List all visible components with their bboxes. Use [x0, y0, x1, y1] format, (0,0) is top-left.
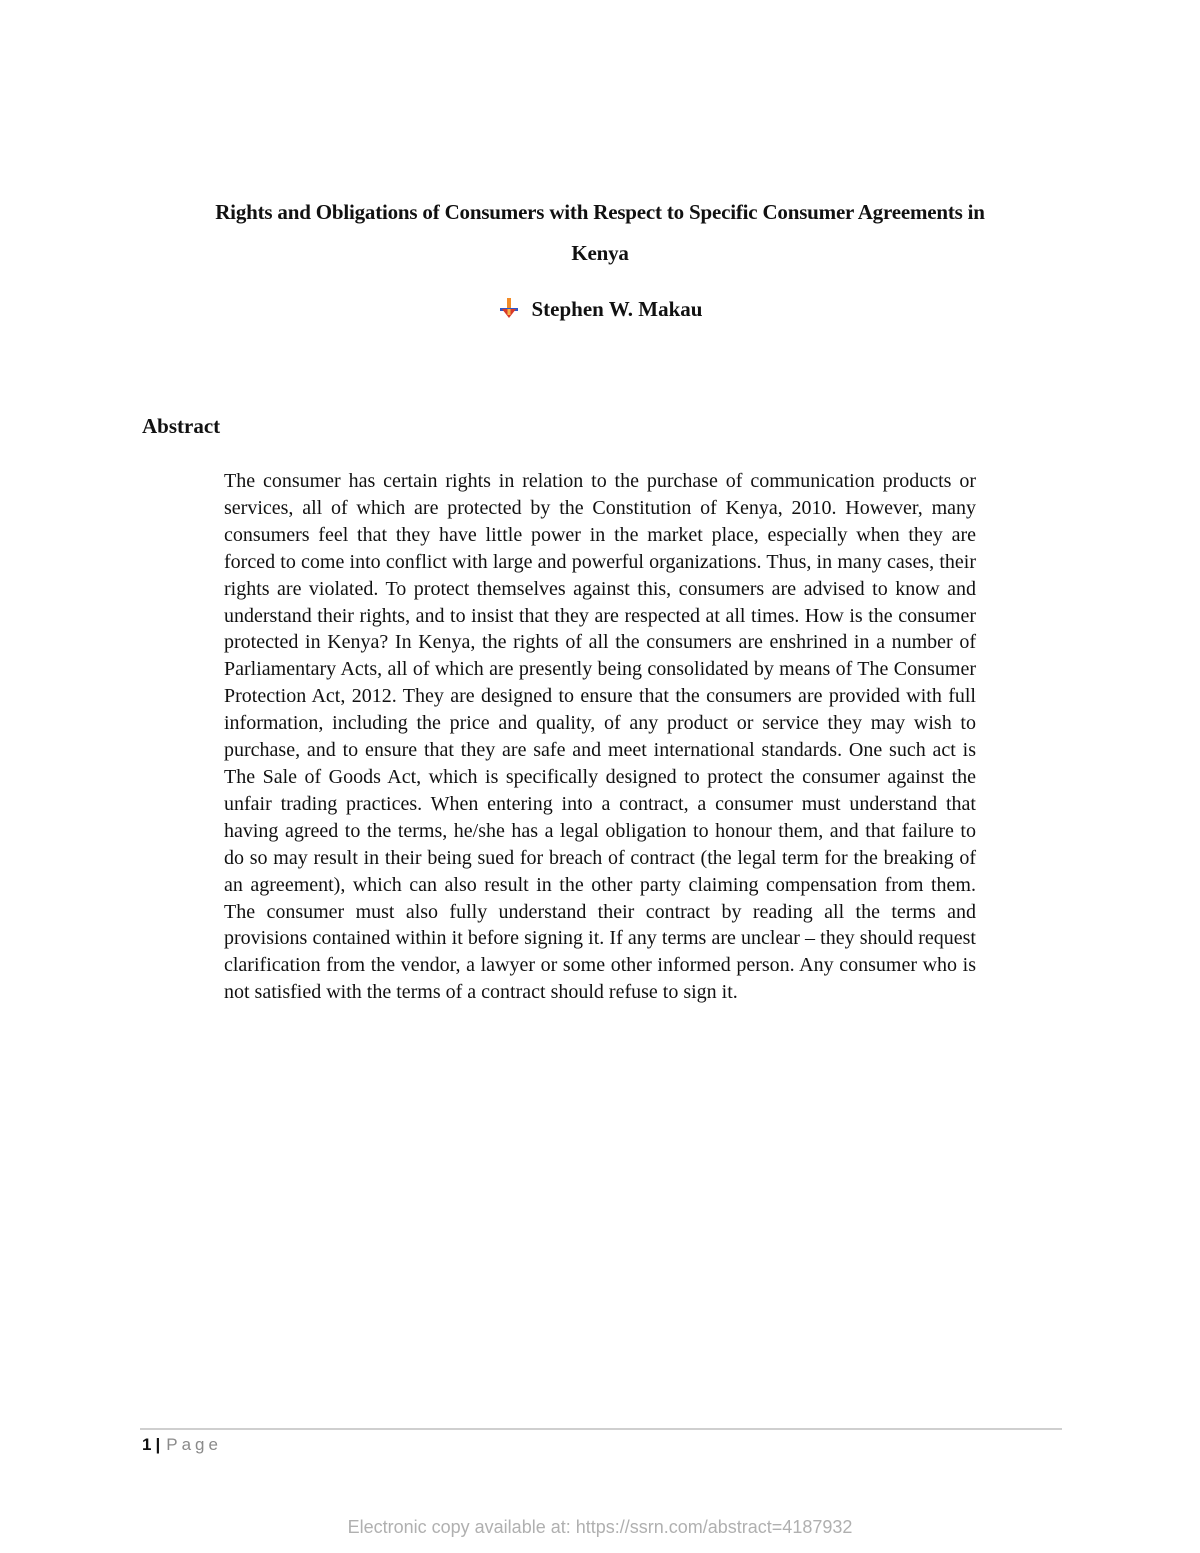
page-footer	[142, 1433, 222, 1457]
footer-divider	[140, 1428, 1062, 1430]
footer-separator: |	[155, 1435, 161, 1454]
author-name: Stephen W. Makau	[531, 297, 703, 321]
ssrn-notice: Electronic copy available at: https://ssrn.com/abstract=4187932	[347, 1517, 853, 1537]
paper-title-line-1: Rights and Obligations of Consumers with Respect to Specific Consumer Agreements in	[215, 200, 985, 224]
paper-title-line-2: Kenya	[571, 241, 629, 265]
abstract-body: The consumer has certain rights in relation to the purchase of communication products or services, all of which are protected by the Constitution of Kenya, 2010. However, many consumers feel that they have little power in the market place, especially when they are forced to come into conflict with large and powerful organizations. Thus, in many cases, their rights are violated. To protect themselves against this, consumers are advised to know and understand their rights, and to insist that they are respected at all times. How is the consumer protected in Kenya? In Kenya, the rights of all the consumers are enshrined in a number of Parliamentary Acts, all of which are presently being consolidated by means of The Consumer Protection Act, 2012. They are designed to ensure that the consumers are provided with full information, including the price and quality, of any product or service they may wish to purchase, and to ensure that they are safe and meet international standards. One such act is The Sale of Goods Act, which is specifically designed to protect the consumer against the unfair trading practices. When entering into a contract, a consumer must understand that having agreed to the terms, he/she has a legal obligation to honour them, and that failure to do so may result in their being sued for breach of contract (the legal term for the breaking of an agreement), which can also result in the other party claiming compensation from them. The consumer must also fully understand their contract by reading all the terms and provisions contained within it before signing it. If any terms are unclear – they should request clarification from the vendor, a lawyer or some other informed person. Any consumer who is not satisfied with the terms of a contract should refuse to sign it.	[224, 470, 976, 1004]
page-number: 1	[142, 1435, 152, 1454]
page-label: Page	[166, 1435, 222, 1454]
author-row	[0, 295, 1200, 323]
abstract-heading: Abstract	[142, 414, 221, 438]
arrow-down-bullet-icon	[498, 297, 520, 319]
